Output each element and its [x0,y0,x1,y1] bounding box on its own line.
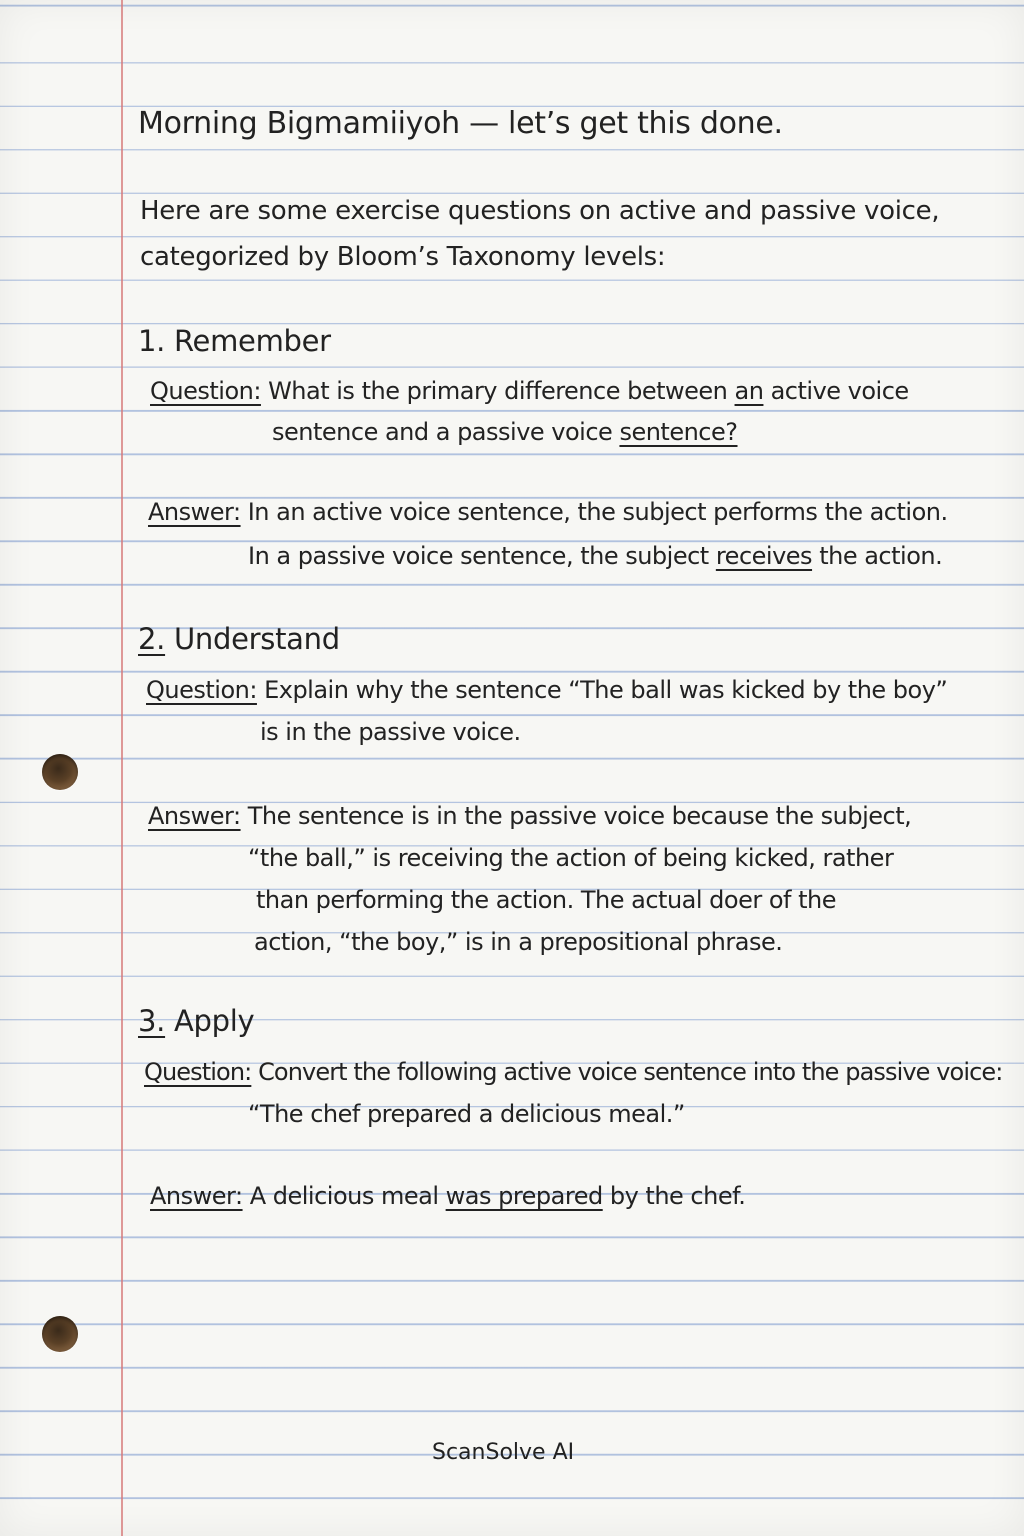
underlined-word: was prepared [445,1182,603,1210]
answer-label: Answer: [148,498,241,526]
answer-line-1 [148,802,911,830]
binder-hole [42,754,78,790]
question-line-1 [144,1058,1002,1086]
answer-label: Answer: [148,802,241,830]
section-number: 3. [138,1004,166,1038]
section-heading [138,622,340,656]
intro-line-1: Here are some exercise questions on active and passive voice, [140,196,940,226]
section-heading [138,324,331,358]
question-text: sentence and a passive voice [272,418,620,446]
question-text: Convert the following active voice sentence into the passive voice: [258,1058,1003,1086]
question-label: Question: [144,1058,252,1086]
answer-text: The sentence is in the passive voice because the subject, [247,802,912,830]
answer-text: the action. [812,542,943,570]
answer-text: In an active voice sentence, the subject performs the action. [247,498,948,526]
question-label: Question: [146,676,257,704]
answer-line-2 [248,542,942,570]
greeting: Morning Bigmamiiyoh — let’s get this done. [138,106,783,141]
underlined-word: sentence? [619,418,738,446]
answer-line-1 [148,498,948,526]
underlined-word: an [734,377,764,405]
section-heading [138,1004,254,1038]
answer-text: by the chef. [602,1182,746,1210]
section-title: Remember [174,324,331,358]
answer-text: A delicious meal [249,1182,446,1210]
question-line-2: is in the passive voice. [260,718,521,746]
intro-line-2: categorized by Bloom’s Taxonomy levels: [140,242,666,272]
question-text: Explain why the sentence “The ball was kicked by the boy” [264,676,948,704]
underlined-word: receives [715,542,813,570]
question-text: What is the primary difference between [268,377,735,405]
section-number: 1. [138,324,166,358]
answer-line-2: “the ball,” is receiving the action of being kicked, rather [248,844,894,872]
section-number: 2. [138,622,166,656]
binder-hole [42,1316,78,1352]
question-line-2: “The chef prepared a delicious meal.” [248,1100,685,1128]
answer-line-3: than performing the action. The actual doer of the [256,886,837,914]
section-title: Apply [174,1004,255,1038]
answer-text: In a passive voice sentence, the subject [248,542,716,570]
question-line-1 [150,377,909,405]
question-line-1 [146,676,947,704]
answer-line-1 [150,1182,745,1210]
answer-line-4: action, “the boy,” is in a prepositional phrase. [254,928,783,956]
section-title: Understand [174,622,340,656]
answer-label: Answer: [150,1182,243,1210]
margin-line [121,0,123,1536]
footer-brand: ScanSolve AI [432,1440,575,1465]
question-label: Question: [150,377,261,405]
question-text: active voice [763,377,909,405]
question-line-2 [272,418,738,446]
